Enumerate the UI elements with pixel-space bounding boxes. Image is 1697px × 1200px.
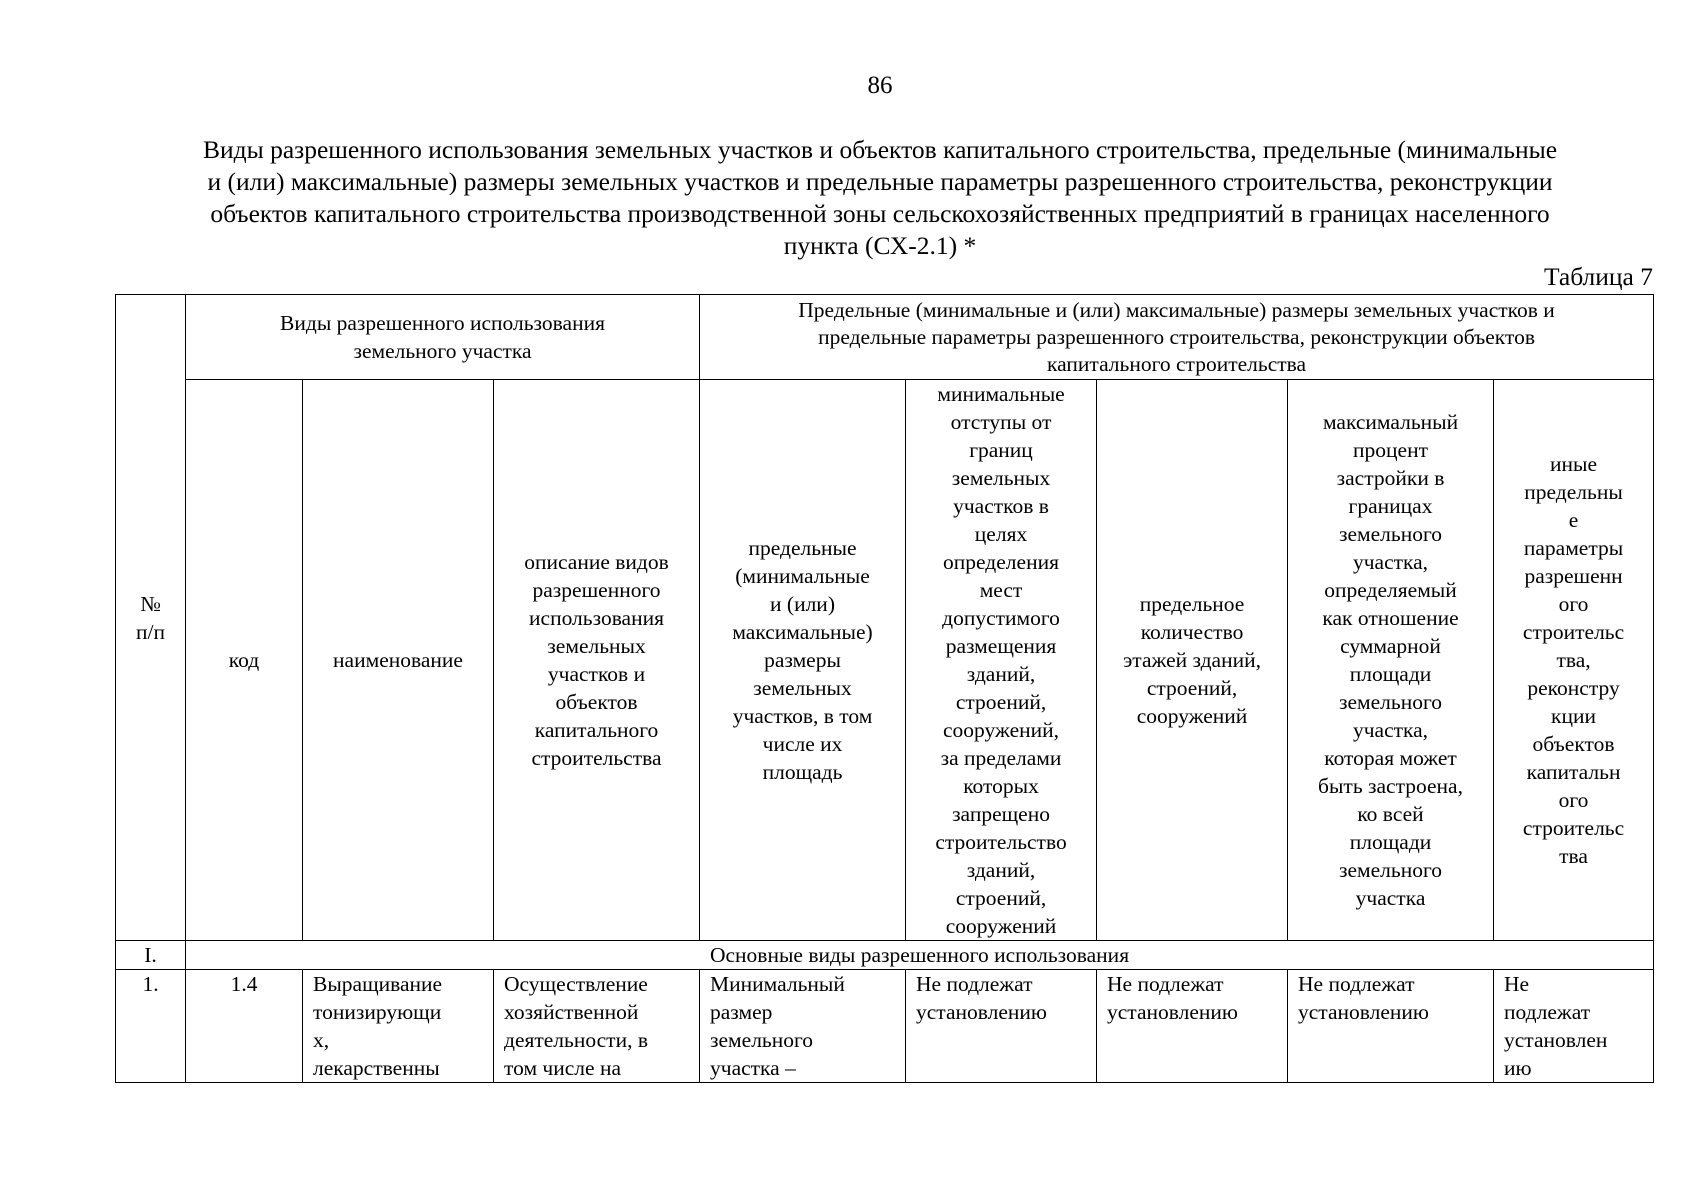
header-num: № п/п [116, 295, 186, 941]
header-setbacks: минимальные отступы от границ земельных участков в целях определения мест допустимого размещения зданий, строений, сооружений, за пределами которых запрещено строительство зданий, строений, сооружений [906, 380, 1097, 941]
title-line: Виды разрешенного использования земельных участков и объектов капитального строительства, предельные (минимальные [202, 135, 1558, 164]
table-label: Таблица 7 [1543, 262, 1653, 291]
section-row [116, 941, 1654, 970]
row-name: Выращивание тонизирующи х, лекарственны [303, 970, 494, 1083]
row-coverage: Не подлежат установлению [1288, 970, 1494, 1083]
row-setbacks: Не подлежат установлению [906, 970, 1097, 1083]
header-size: предельные (минимальные и (или) максимальные) размеры земельных участков, в том числе их площадь [700, 380, 906, 941]
row-floors: Не подлежат установлению [1097, 970, 1288, 1083]
row-description: Осуществление хозяйственной деятельности, в том числе на [494, 970, 700, 1083]
title-line: и (или) максимальные) размеры земельных участков и предельные параметры разрешенного строительства, реконструкции [207, 167, 1553, 196]
header-description: описание видов разрешенного использования земельных участков и объектов капитального строительства [494, 380, 700, 941]
row-other: Не подлежат установлен ию [1494, 970, 1654, 1083]
header-floors: предельное количество этажей зданий, строений, сооружений [1097, 380, 1288, 941]
table-row [116, 970, 1654, 1083]
page-number: 86 [867, 72, 893, 99]
section-num: I. [116, 941, 186, 970]
row-size: Минимальный размер земельного участка – [700, 970, 906, 1083]
header-group-land-use: Виды разрешенного использования земельного участка [186, 295, 700, 380]
header-group-parameters: Предельные (минимальные и (или) максимальные) размеры земельных участков и предельные параметры разрешенного строительства, реконструкции объектов капитального строительства [700, 295, 1654, 380]
header-coverage: максимальный процент застройки в границах земельного участка, определяемый как отношение суммарной площади земельного участка, которая может быть застроена, ко всей площади земельного участка [1288, 380, 1494, 941]
document-title [112, 134, 1648, 262]
header-name: наименование [303, 380, 494, 941]
header-other: иные предельны е параметры разрешенн ого строительс тва, реконстру кции объектов капитальн ого строительс тва [1494, 380, 1654, 941]
title-line: пункта (СХ-2.1) * [783, 231, 977, 260]
header-code: код [186, 380, 303, 941]
row-code: 1.4 [186, 970, 303, 1083]
row-num: 1. [116, 970, 186, 1083]
section-label: Основные виды разрешенного использования [186, 941, 1654, 970]
land-use-table [115, 294, 1654, 1083]
title-line: объектов капитального строительства производственной зоны сельскохозяйственных предприятий в границах населенного [210, 199, 1550, 228]
